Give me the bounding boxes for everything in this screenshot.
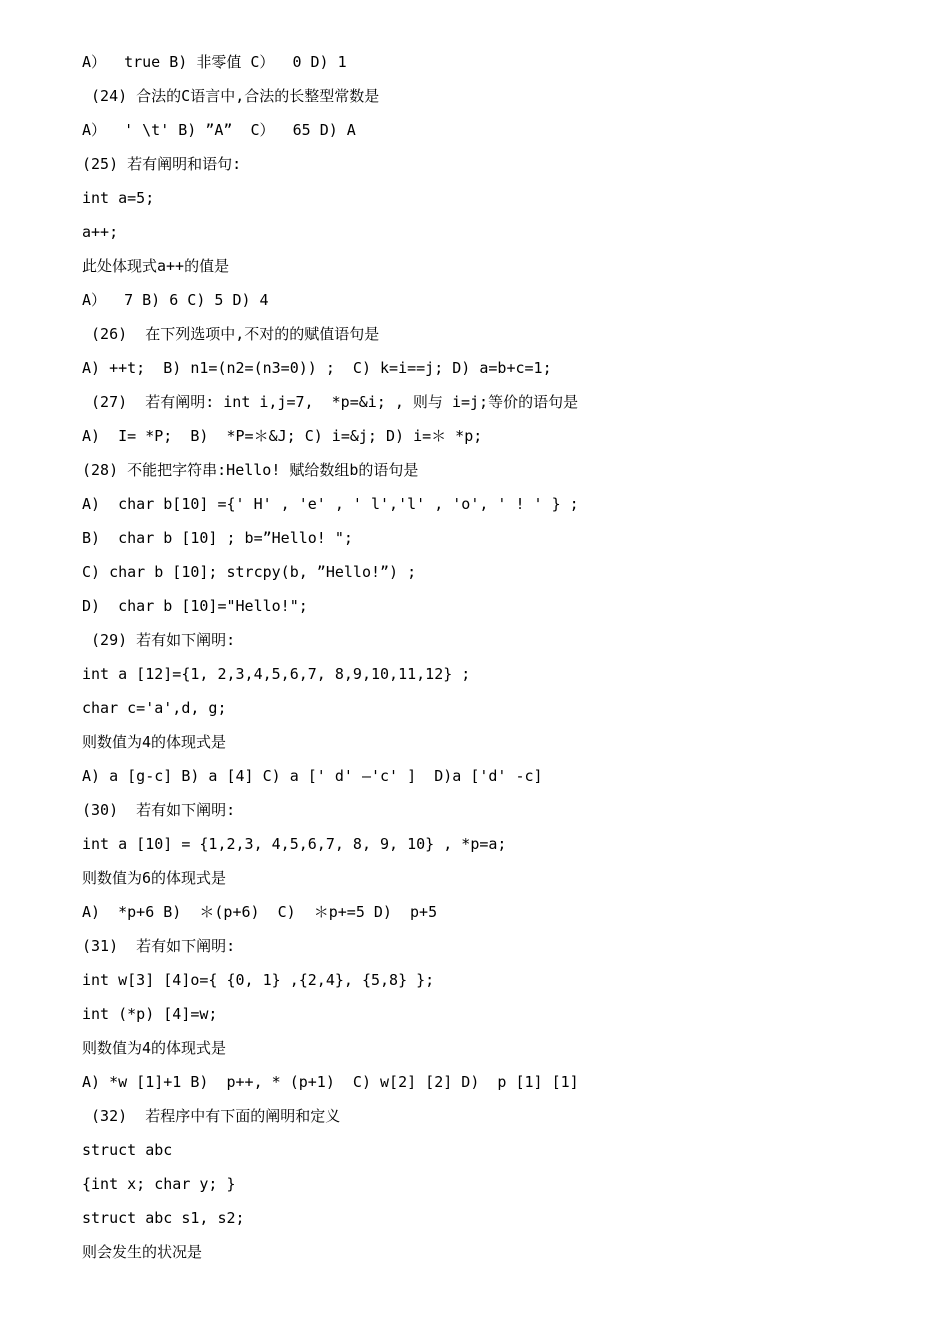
text-line-answer-options-29: A) a [g-c] B) a [4] C) a [' d' —'c' ] D)a ['d' -c] [82, 767, 543, 785]
text-line-answer-options-24: A） ' \t' B) ”A” C） 65 D) A [82, 121, 356, 139]
code-line: a++; [82, 223, 119, 241]
text-line: 则数值为4的体现式是 [82, 1039, 227, 1057]
text-line-question-24: (24) 合法的C语言中,合法的长整型常数是 [82, 87, 380, 105]
text-line-question-28: (28) 不能把字符串:Hello! 赋给数组b的语句是 [82, 461, 419, 479]
text-line-question-32: (32) 若程序中有下面的阐明和定义 [82, 1107, 341, 1125]
code-line: {int x; char y; } [82, 1175, 236, 1193]
code-line: int (*p) [4]=w; [82, 1005, 218, 1023]
code-line: struct abc [82, 1141, 173, 1159]
code-line: struct abc s1, s2; [82, 1209, 245, 1227]
text-line-answer-options-23: A） true B) 非零值 C） 0 D) 1 [82, 53, 347, 71]
text-line-question-30: (30) 若有如下阐明: [82, 801, 236, 819]
text-line-question-31: (31) 若有如下阐明: [82, 937, 236, 955]
text-line-question-27: (27) 若有阐明: int i,j=7, *p=&i; , 则与 i=j;等价的语句是 [82, 393, 579, 411]
text-line-answer-options-27: A) I= *P; B) *P=＊&J; C) i=&j; D) i=＊ *p; [82, 427, 483, 445]
text-line-answer-options-30: A) *p+6 B) ＊(p+6) C) ＊p+=5 D) p+5 [82, 903, 438, 921]
text-line-question-26: (26) 在下列选项中,不对的的赋值语句是 [82, 325, 380, 343]
text-line: 则数值为4的体现式是 [82, 733, 227, 751]
text-line: 则会发生的状况是 [82, 1243, 203, 1261]
code-line: int a [12]={1, 2,3,4,5,6,7, 8,9,10,11,12} ; [82, 665, 471, 683]
text-line-answer-options-25: A） 7 B) 6 C) 5 D) 4 [82, 291, 269, 309]
code-line: int a [10] = {1,2,3, 4,5,6,7, 8, 9, 10} , *p=a; [82, 835, 507, 853]
text-line-question-29: (29) 若有如下阐明: [82, 631, 236, 649]
code-line: int w[3] [4]o={ {0, 1} ,{2,4}, {5,8} }; [82, 971, 435, 989]
text-line-answer-option-b: B) char b [10] ; b=”Hello! "; [82, 529, 353, 547]
code-line: int a=5; [82, 189, 155, 207]
text-line-answer-option-a: A) char b[10] ={' H' , 'e' , ' l','l' , 'o', ' ! ' } ; [82, 495, 579, 513]
text-line-answer-options-31: A) *w [1]+1 B) p++, * (p+1) C) w[2] [2] D) p [1] [1] [82, 1073, 579, 1091]
text-line-question-25: (25) 若有阐明和语句: [82, 155, 242, 173]
text-line-answer-option-d: D) char b [10]="Hello!"; [82, 597, 308, 615]
text-line: 则数值为6的体现式是 [82, 869, 227, 887]
code-line: char c='a',d, g; [82, 699, 227, 717]
text-line-answer-options-26: A) ++t; B) n1=(n2=(n3=0)) ; C) k=i==j; D) a=b+c=1; [82, 359, 552, 377]
text-line-answer-option-c: C) char b [10]; strcpy(b, ”Hello!”) ; [82, 563, 417, 581]
text-line: 此处体现式a++的值是 [82, 257, 230, 275]
